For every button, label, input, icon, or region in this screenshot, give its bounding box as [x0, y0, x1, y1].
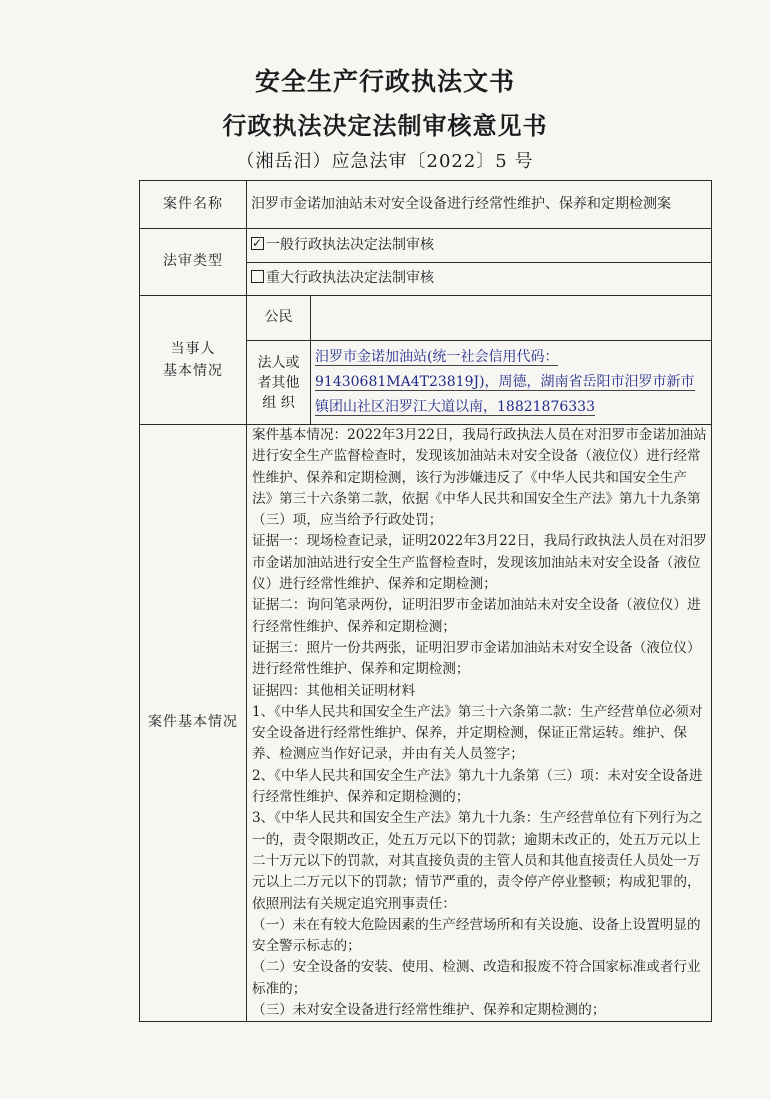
case-basic-content — [247, 425, 712, 1022]
case-basic-label: 案件基本情况 — [140, 425, 247, 1022]
org-label: 法人或 者其他 组 织 — [247, 341, 311, 425]
party-info-label: 当事人 基本情况 — [140, 296, 247, 425]
document-type-heading: 安全生产行政执法文书 — [254, 67, 515, 96]
law-clause-1: 1、《中华人民共和国安全生产法》第三十六条第二款：生产经营单位必须对安全设备进行经常性维护、保养，并定期检测，保证正常运转。维护、保养、检测应当作好记录，并由有关人员签字； — [252, 703, 703, 763]
evidence-3: 证据三：照片一份共两张，证明汨罗市金诺加油站未对安全设备（液位仪）进行经常性维护、保养和定期检测； — [252, 639, 701, 678]
evidence-1: 证据一：现场检查记录，证明2022年3月22日，我局行政执法人员在对汨罗市金诺加油站进行安全生产监督检查时，发现该加油站未对安全设备（液位仪）进行经常性维护、保养和定期检测； — [252, 533, 707, 593]
review-type-row-general — [140, 229, 712, 263]
law-item-2: （二）安全设备的安装、使用、检测、改造和报废不符合国家标准或者行业标准的； — [252, 959, 701, 997]
org-value — [311, 341, 712, 425]
citizen-row — [140, 296, 712, 341]
org-value-text: 汨罗市金诺加油站(统一社会信用代码：91430681MA4T23819J)，周德，湖南省岳阳市汨罗市新市镇团山社区汨罗江大道以南，18821876333 — [315, 349, 695, 415]
review-type-general-option — [247, 229, 712, 263]
law-item-1: （一）未在有较大危险因素的生产经营场所和有关设施、设备上设置明显的安全警示标志的； — [252, 916, 701, 955]
citizen-value — [311, 296, 712, 341]
checked-checkbox-icon — [251, 237, 264, 250]
review-type-major-text: 重大行政执法决定法制审核 — [266, 270, 434, 287]
review-type-general-text: 一般行政执法决定法制审核 — [266, 236, 434, 253]
citizen-label: 公民 — [247, 296, 311, 341]
unchecked-checkbox-icon — [251, 270, 264, 283]
document-number: （湘岳汨）应急法审〔2022〕5 号 — [236, 151, 534, 172]
document-title: 行政执法决定法制审核意见书 — [222, 111, 548, 140]
law-clause-3: 3、《中华人民共和国安全生产法》第九十九条：生产经营单位有下列行为之一的，责令限期改正，处五万元以下的罚款；逾期未改正的，处五万元以上二十万元以下的罚款，对其直接负责的主管人员和其他直接责任人员处一万元以上二万元以下的罚款；情节严重的，责令停产停业整顿；构成犯罪的，依照刑法有关规定追究刑事责任： — [252, 810, 703, 912]
review-type-label: 法审类型 — [140, 229, 247, 296]
review-type-major-option — [247, 263, 712, 296]
case-name-row — [140, 181, 712, 229]
evidence-4: 证据四：其他相关证明材料 — [252, 682, 416, 699]
case-basic-row — [140, 425, 712, 1022]
law-clause-2: 2、《中华人民共和国安全生产法》第九十九条第（三）项：未对安全设备进行经常性维护、保养和定期检测的； — [252, 767, 703, 806]
case-name-label: 案件名称 — [140, 181, 247, 229]
law-item-3: （三）未对安全设备进行经常性维护、保养和定期检测的； — [252, 1002, 606, 1019]
case-name-value: 汨罗市金诺加油站未对安全设备进行经常性维护、保养和定期检测案 — [247, 181, 712, 229]
review-opinion-table — [139, 180, 712, 1022]
evidence-2: 证据二：询问笔录两份，证明汨罗市金诺加油站未对安全设备（液位仪）进行经常性维护、保养和定期检测； — [252, 597, 701, 635]
case-basic-paragraph: 案件基本情况：2022年3月22日，我局行政执法人员在对汨罗市金诺加油站进行安全生产监督检查时，发现该加油站未对安全设备（液位仪）进行经常性维护、保养和定期检测，该行为涉嫌违反了《中华人民共和国安全生产法》第三十六条第二款，依据《中华人民共和国安全生产法》第九十九条第（三）项，应当给予行政处罚； — [252, 427, 707, 529]
